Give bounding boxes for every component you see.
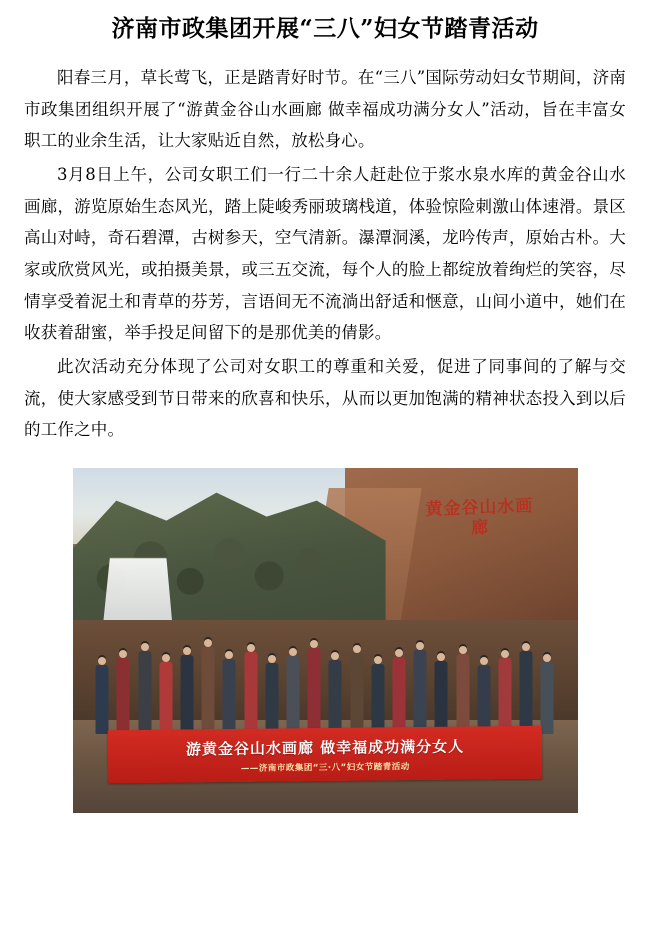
photo-person-body [244, 652, 257, 734]
photo-person-body [117, 658, 130, 734]
photo-person-head [480, 657, 488, 665]
body-paragraph-3: 此次活动充分体现了公司对女职工的尊重和关爱，促进了同事间的了解与交流，使大家感受到节日带来的欣喜和快乐，从而以更加饱满的精神状态投入到以后的工作之中。 [24, 356, 626, 440]
document-page [0, 14, 650, 935]
photo-person-body [181, 655, 194, 734]
photo-container [73, 468, 578, 813]
photo-person-body [159, 662, 172, 734]
photo-person [496, 650, 515, 734]
photo-person-head [268, 655, 276, 663]
photo-person-head [247, 644, 255, 652]
photo-person [220, 651, 239, 734]
photo-person-head [374, 656, 382, 664]
photo-person-head [416, 642, 424, 650]
photo-person [453, 646, 472, 734]
photo-person-head [225, 651, 233, 659]
photo-person [93, 657, 112, 734]
photo-person [199, 639, 218, 733]
photo-person [241, 644, 260, 734]
photo-person [284, 648, 303, 734]
photo-person-head [331, 652, 339, 660]
photo-person [347, 645, 366, 734]
photo-person-head [183, 647, 191, 655]
photo-person-body [202, 647, 215, 733]
photo-person-body [265, 663, 278, 734]
photo-person-head [437, 653, 445, 661]
photo-person [156, 654, 175, 734]
photo-person [305, 640, 324, 733]
photo-person-body [435, 661, 448, 734]
group-photo-outdoor [73, 468, 578, 813]
photo-person [326, 652, 345, 734]
photo-person-head [522, 643, 530, 651]
photo-person-body [223, 659, 236, 734]
photo-person [474, 657, 493, 734]
photo-banner [108, 726, 543, 784]
photo-person-body [350, 653, 363, 734]
body-paragraph-2: 3月8日上午，公司女职工们一行二十余人赶赴位于浆水泉水库的黄金谷山水画廊，游览原始生态风光，踏上陡峻秀丽玻璃栈道，体验惊险刺激山体速滑。景区高山对峙，奇石碧潭，古树参天，空气清新。瀑潭洞溪，龙吟传声，原始古朴。大家或欣赏风光，或拍摄美景，或三五交流，每个人的脸上都绽放着绚烂的笑容，尽情享受着泥土和青草的芬芳，言语间无不流淌出舒适和惬意，山间小道中，她们在收获着甜蜜，举手投足间留下的是那优美的倩影。 [24, 164, 626, 343]
photo-person-head [395, 649, 403, 657]
photo-person-head [98, 657, 106, 665]
photo-person [390, 649, 409, 734]
photo-person-head [119, 650, 127, 658]
banner-main-text: 游黄金谷山水画廊 做幸福成功满分女人 [185, 737, 465, 759]
photo-person-body [287, 656, 300, 734]
photo-person-head [204, 639, 212, 647]
photo-person-body [499, 658, 512, 734]
photo-crowd [93, 630, 558, 734]
photo-person-body [393, 657, 406, 734]
photo-person [368, 656, 387, 734]
photo-person-body [96, 665, 109, 734]
photo-person-head [501, 650, 509, 658]
photo-person [411, 642, 430, 734]
photo-person-head [289, 648, 297, 656]
photo-person-body [541, 662, 554, 734]
photo-person [538, 654, 557, 734]
photo-person-head [310, 640, 318, 648]
photo-person-body [329, 660, 342, 734]
photo-person-body [477, 665, 490, 734]
photo-person [262, 655, 281, 734]
cliff-carving-text: 黄金谷山水画廊 [425, 496, 534, 538]
photo-person [432, 653, 451, 734]
banner-sub-text: ——济南市政集团“三·八”妇女节踏青活动 [240, 762, 410, 775]
photo-person-head [459, 646, 467, 654]
photo-person-body [308, 648, 321, 733]
photo-person-body [520, 651, 533, 734]
photo-person [517, 643, 536, 734]
photo-person-body [414, 650, 427, 734]
photo-person-body [456, 654, 469, 734]
photo-person-head [353, 645, 361, 653]
photo-person-head [162, 654, 170, 662]
photo-person-head [141, 643, 149, 651]
photo-person [178, 647, 197, 734]
photo-person-body [138, 651, 151, 734]
body-paragraph-1: 阳春三月，草长莺飞，正是踏青好时节。在“三八”国际劳动妇女节期间，济南市政集团组织开展了“游黄金谷山水画廊 做幸福成功满分女人”活动，旨在丰富女职工的业余生活，让大家贴近自然，放松身心。 [24, 67, 626, 151]
photo-person [114, 650, 133, 734]
photo-person [135, 643, 154, 734]
photo-person-head [543, 654, 551, 662]
photo-person-body [371, 664, 384, 734]
page-title: 济南市政集团开展“三八”妇女节踏青活动 [111, 15, 539, 42]
